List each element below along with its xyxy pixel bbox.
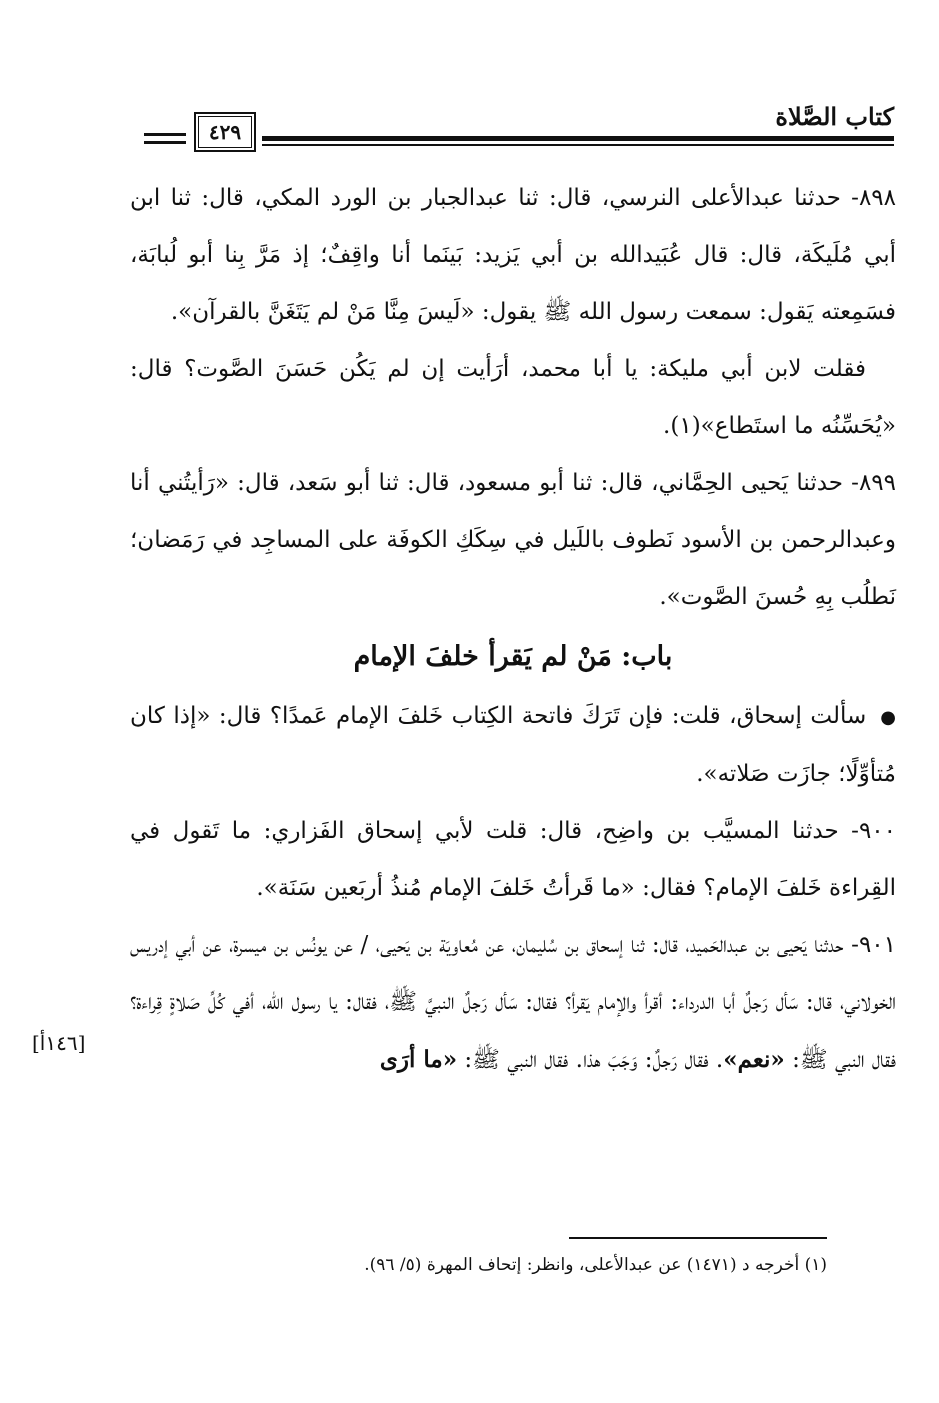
chapter-heading: باب: مَنْ لم يَقرأ خلفَ الإمام [353, 641, 673, 672]
page-number: ٤٢٩ [194, 112, 256, 152]
question-paragraph [130, 688, 896, 803]
hadith-901-text-1: ٩٠١- حدثنا يَحيى بن عبدالحَميد، قال: ثنا إسحاق بن سُليمان، عن مُعاويَة بن يَحيى، / عن يونُس بن ميسرة، عن أبي إدريس الخولاني، قال: سَأل رَجلٌ أبا الدرداء: أقرأ والإمام يَقرأ؟ فقال: سَأل رَجلٌ النبيَّ ﷺ، فقال: يا رسول الله، أفي كُلِّ صَلاةٍ قِراءة؟ فقال النبي ﷺ: [130, 932, 896, 1073]
header-rule-thick [262, 136, 894, 141]
hadith-898: ٨٩٨- حدثنا عبدالأعلى النرسي، قال: ثنا عبدالجبار بن الورد المكي، قال: ثنا ابن أبي مُلَيكَة، قال: قال عُبَيدالله بن أبي يَزيد: بَينَما أنا واقِفٌ؛ إذ مَرَّ بِنا أبو لُبابَة، فسَمِعته يَقول: سمعت رسول الله ﷺ يقول: «لَيسَ مِنَّا مَنْ لم يَتَغَنَّ بالقرآن». [130, 185, 896, 325]
main-text [130, 170, 896, 1089]
hadith-901-quote-2: «ما أرَى [379, 1046, 458, 1073]
header-rule-thin [262, 144, 894, 146]
hadith-901-text-2: . فقال رَجلٌ: وَجَبَ هذا. فقال النبي ﷺ: [457, 1047, 724, 1073]
question-text: سألت إسحاق، قلت: فإن تَرَكَ فاتحة الكِتاب خَلفَ الإمام عَمدًا؟ قال: «إذا كان مُتأوِّلًا؛ جازَت صَلاته». [130, 703, 896, 787]
running-header [140, 100, 894, 160]
book-title: كتاب الصَّلاة [775, 102, 894, 131]
footnote: (١) أخرجه د (١٤٧١) عن عبدالأعلى، وانظر: إتحاف المهرة (٥/ ٩٦). [364, 1255, 827, 1275]
header-rule-left-2 [144, 141, 186, 144]
header-rule-left-1 [144, 133, 186, 136]
bullet-icon: ● [880, 707, 896, 728]
hadith-901-quote-1: «نعم» [723, 1046, 785, 1073]
footnote-separator [569, 1237, 827, 1239]
manuscript-folio-marker: [١٤٦أ] [32, 1031, 86, 1055]
hadith-899: ٨٩٩- حدثنا يَحيى الحِمَّاني، قال: ثنا أبو مسعود، قال: ثنا أبو سَعد، قال: «رَأيتُني أنا وعبدالرحمن بن الأسود نَطوف باللَيل في سِكَكِ الكوفَة على المساجِد في رَمَضان؛ نَطلُب بِهِ حُسنَ الصَّوت». [130, 470, 896, 610]
hadith-898-continuation: فقلت لابن أبي مليكة: يا أبا محمد، أرَأيت إن لم يَكُن حَسَنَ الصَّوت؟ قال: «يُحَسِّنُه ما استَطاع»(١). [130, 356, 896, 439]
hadith-901 [130, 917, 896, 1089]
hadith-900: ٩٠٠- حدثنا المسيَّب بن واضِح، قال: قلت لأبي إسحاق الفَزاري: ما تَقول في القِراءة خَلفَ الإمام؟ فقال: «ما قَرأتُ خَلفَ الإمام مُنذُ أربَعين سَنَة». [130, 818, 896, 901]
